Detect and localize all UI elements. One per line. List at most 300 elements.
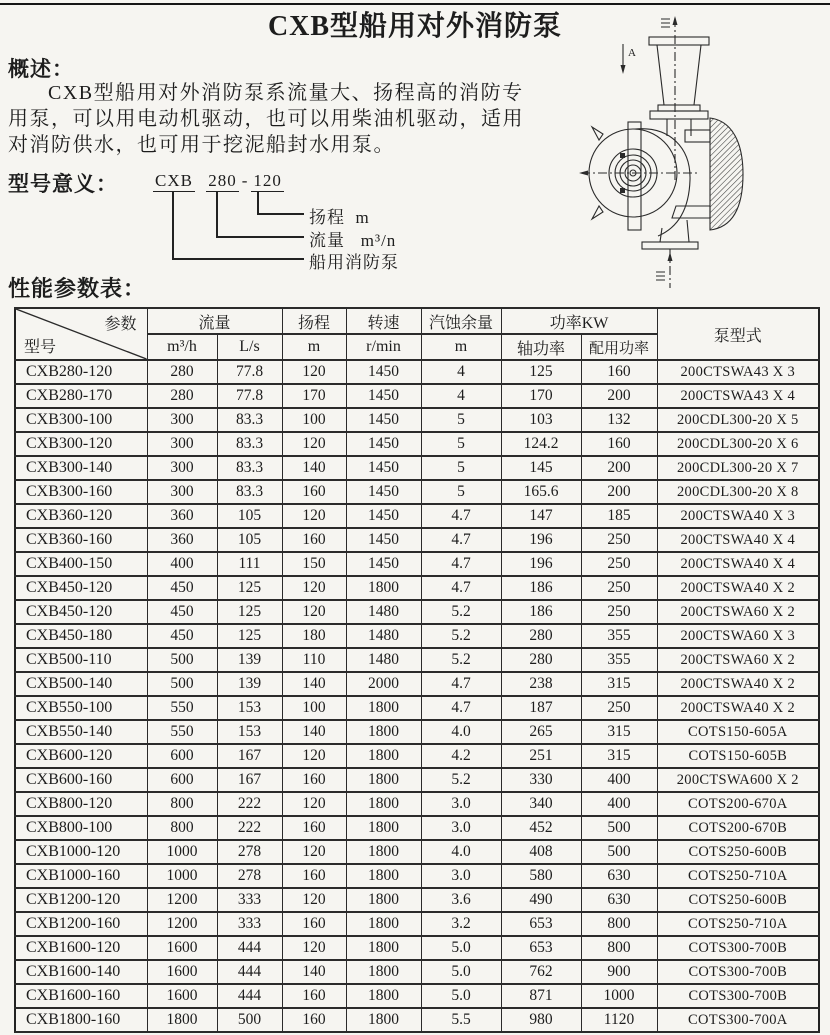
- npsh-cell: 5: [421, 480, 501, 504]
- pump-type-cell: COTS250-710A: [657, 912, 819, 936]
- rated-power-cell: 400: [581, 768, 657, 792]
- model-cell: CXB450-120: [15, 576, 147, 600]
- npsh-cell: 3.6: [421, 888, 501, 912]
- pump-type-cell: 200CDL300-20 X 8: [657, 480, 819, 504]
- flow-group-header: 流量: [147, 308, 282, 334]
- model-code: [153, 171, 284, 191]
- bracket-lower: [672, 206, 710, 218]
- speed-cell: 1800: [346, 864, 421, 888]
- speed-cell: 1450: [346, 456, 421, 480]
- shaft-power-cell: 340: [501, 792, 581, 816]
- flow-ls-cell: 139: [217, 648, 282, 672]
- model-cell: CXB300-120: [15, 432, 147, 456]
- volute-spiral: [635, 129, 690, 236]
- speed-cell: 1450: [346, 360, 421, 384]
- speed-cell: 1450: [346, 408, 421, 432]
- rated-power-cell: 250: [581, 600, 657, 624]
- npsh-cell: 5.2: [421, 600, 501, 624]
- model-cell: CXB1600-140: [15, 960, 147, 984]
- head-cell: 160: [282, 480, 346, 504]
- callout-line-pump-v: [172, 192, 174, 259]
- head-cell: 120: [282, 504, 346, 528]
- overview-heading: 概述：: [8, 57, 74, 81]
- pump-type-cell: COTS300-700B: [657, 984, 819, 1008]
- pump-type-cell: COTS250-710A: [657, 864, 819, 888]
- flow-m3h-cell: 280: [147, 384, 217, 408]
- flow-m3h-cell: 550: [147, 696, 217, 720]
- flow-m3h-cell: 1600: [147, 936, 217, 960]
- flow-m3h-cell: 1800: [147, 1008, 217, 1032]
- rated-power-cell: 200: [581, 456, 657, 480]
- head-cell: 160: [282, 912, 346, 936]
- pump-type-cell: COTS250-600B: [657, 840, 819, 864]
- shaft-power-cell: 196: [501, 552, 581, 576]
- callout-head-label: 扬程 m: [309, 208, 370, 227]
- shaft-power-cell: 170: [501, 384, 581, 408]
- model-code-prefix: CXB: [155, 171, 193, 190]
- speed-cell: 1480: [346, 600, 421, 624]
- performance-table: [14, 307, 820, 1033]
- table-row: [15, 696, 819, 720]
- pump-type-cell: 200CTSWA40 X 3: [657, 504, 819, 528]
- rated-power-cell: 315: [581, 720, 657, 744]
- flow-m3h-cell: 1600: [147, 984, 217, 1008]
- pump-type-cell: 200CTSWA40 X 2: [657, 576, 819, 600]
- flow-ls-cell: 444: [217, 936, 282, 960]
- npsh-cell: 5.0: [421, 984, 501, 1008]
- table-row: [15, 480, 819, 504]
- flow-m3h-cell: 360: [147, 504, 217, 528]
- flow-m3h-cell: 450: [147, 624, 217, 648]
- speed-cell: 1800: [346, 792, 421, 816]
- callout-line-flow-h: [216, 236, 304, 238]
- pump-type-cell: 200CTSWA40 X 2: [657, 696, 819, 720]
- head-cell: 160: [282, 864, 346, 888]
- rated-power-header: 配用功率: [581, 334, 657, 360]
- shaft-power-cell: 186: [501, 600, 581, 624]
- model-cell: CXB300-100: [15, 408, 147, 432]
- pump-type-header: 泵型式: [657, 308, 819, 360]
- flow-ls-cell: 500: [217, 1008, 282, 1032]
- pump-type-cell: COTS150-605B: [657, 744, 819, 768]
- flow-ls-cell: 83.3: [217, 456, 282, 480]
- shaft-power-cell: 251: [501, 744, 581, 768]
- npsh-cell: 5.2: [421, 648, 501, 672]
- rated-power-cell: 630: [581, 864, 657, 888]
- flow-ls-cell: 125: [217, 624, 282, 648]
- shaft-power-cell: 330: [501, 768, 581, 792]
- model-cell: CXB1800-160: [15, 1008, 147, 1032]
- pump-type-cell: 200CTSWA43 X 3: [657, 360, 819, 384]
- shaft-power-cell: 147: [501, 504, 581, 528]
- left-arrow: [579, 171, 588, 176]
- npsh-cell: 3.2: [421, 912, 501, 936]
- model-code-dash: -: [241, 171, 249, 190]
- model-cell: CXB300-140: [15, 456, 147, 480]
- flow-ls-cell: 77.8: [217, 360, 282, 384]
- npsh-cell: 5.0: [421, 936, 501, 960]
- table-row: [15, 744, 819, 768]
- flow-m3h-cell: 1000: [147, 840, 217, 864]
- pump-type-cell: 200CDL300-20 X 6: [657, 432, 819, 456]
- flow-ls-cell: 83.3: [217, 408, 282, 432]
- head-cell: 120: [282, 840, 346, 864]
- bottom-flange: [642, 242, 698, 249]
- head-header: 扬程: [282, 308, 346, 334]
- rated-power-cell: 355: [581, 648, 657, 672]
- flow-ls-cell: 278: [217, 864, 282, 888]
- lug-bottom: [592, 206, 603, 219]
- head-cell: 140: [282, 672, 346, 696]
- lug-top: [592, 127, 603, 140]
- speed-cell: 1800: [346, 888, 421, 912]
- pump-type-cell: COTS300-700B: [657, 936, 819, 960]
- shaft-power-cell: 280: [501, 624, 581, 648]
- flow-ls-cell: 278: [217, 840, 282, 864]
- head-cell: 140: [282, 960, 346, 984]
- discharge-cone: [657, 45, 701, 105]
- speed-cell: 1800: [346, 768, 421, 792]
- model-cell: CXB550-100: [15, 696, 147, 720]
- flow-m3h-cell: 500: [147, 672, 217, 696]
- table-body: [15, 360, 819, 1032]
- performance-heading: 性能参数表：: [8, 276, 147, 301]
- rated-power-cell: 500: [581, 840, 657, 864]
- flow-marker-top: [661, 19, 670, 27]
- table-row: [15, 672, 819, 696]
- head-cell: 160: [282, 1008, 346, 1032]
- model-code-space: [195, 171, 206, 190]
- callout-flow-label: 流量 m³/n: [309, 231, 397, 250]
- flow-ls-cell: 139: [217, 672, 282, 696]
- shaft-power-cell: 653: [501, 912, 581, 936]
- flow-ls-cell: 222: [217, 816, 282, 840]
- npsh-cell: 4.7: [421, 672, 501, 696]
- shaft-power-cell: 408: [501, 840, 581, 864]
- flow-m3h-cell: 1000: [147, 864, 217, 888]
- rated-power-cell: 200: [581, 384, 657, 408]
- flow-m3h-cell: 800: [147, 792, 217, 816]
- speed-cell: 1800: [346, 1008, 421, 1032]
- head-cell: 120: [282, 576, 346, 600]
- flow-ls-cell: 333: [217, 888, 282, 912]
- model-cell: CXB400-150: [15, 552, 147, 576]
- top-arrow: [673, 16, 678, 25]
- table-row: [15, 864, 819, 888]
- cone-mid-flange: [658, 105, 700, 111]
- rated-power-cell: 250: [581, 528, 657, 552]
- pump-type-cell: 200CTSWA43 X 4: [657, 384, 819, 408]
- speed-header: 转速: [346, 308, 421, 334]
- speed-cell: 1480: [346, 648, 421, 672]
- head-cell: 140: [282, 456, 346, 480]
- head-cell: 120: [282, 936, 346, 960]
- flow-ls-cell: 83.3: [217, 480, 282, 504]
- flow-m3h-header: m³/h: [147, 334, 217, 360]
- model-cell: CXB280-120: [15, 360, 147, 384]
- table-header: [15, 308, 819, 360]
- table-row: [15, 360, 819, 384]
- callout-line-pump-h: [172, 258, 304, 260]
- flow-m3h-cell: 550: [147, 720, 217, 744]
- head-cell: 120: [282, 792, 346, 816]
- flow-m3h-cell: 500: [147, 648, 217, 672]
- pump-type-cell: COTS150-605A: [657, 720, 819, 744]
- npsh-cell: 3.0: [421, 792, 501, 816]
- shaft-power-cell: 762: [501, 960, 581, 984]
- model-cell: CXB500-140: [15, 672, 147, 696]
- rated-power-cell: 500: [581, 816, 657, 840]
- npsh-cell: 3.0: [421, 816, 501, 840]
- flow-m3h-cell: 1200: [147, 912, 217, 936]
- npsh-cell: 4.7: [421, 576, 501, 600]
- npsh-cell: 4: [421, 360, 501, 384]
- speed-cell: 1450: [346, 432, 421, 456]
- rated-power-cell: 250: [581, 696, 657, 720]
- head-cell: 150: [282, 552, 346, 576]
- head-cell: 110: [282, 648, 346, 672]
- speed-cell: 1800: [346, 960, 421, 984]
- callout-pump-label: 船用消防泵: [309, 253, 399, 272]
- table-row: [15, 576, 819, 600]
- rated-power-cell: 400: [581, 792, 657, 816]
- pump-type-cell: 200CDL300-20 X 5: [657, 408, 819, 432]
- pump-type-cell: 200CTSWA600 X 2: [657, 768, 819, 792]
- flow-marker-bottom: [656, 272, 665, 280]
- flow-m3h-cell: 300: [147, 408, 217, 432]
- flow-m3h-cell: 1600: [147, 960, 217, 984]
- shaft-power-cell: 238: [501, 672, 581, 696]
- rated-power-cell: 315: [581, 672, 657, 696]
- model-cell: CXB600-160: [15, 768, 147, 792]
- rated-power-cell: 185: [581, 504, 657, 528]
- npsh-cell: 4.2: [421, 744, 501, 768]
- pump-type-cell: 200CTSWA60 X 2: [657, 600, 819, 624]
- pump-type-cell: COTS300-700A: [657, 1008, 819, 1032]
- model-code-flow: 280: [208, 171, 237, 190]
- model-cell: CXB500-110: [15, 648, 147, 672]
- shaft-power-cell: 980: [501, 1008, 581, 1032]
- speed-cell: 1800: [346, 840, 421, 864]
- table-row: [15, 408, 819, 432]
- head-cell: 120: [282, 744, 346, 768]
- flow-m3h-cell: 300: [147, 480, 217, 504]
- rated-power-cell: 630: [581, 888, 657, 912]
- npsh-cell: 4.7: [421, 552, 501, 576]
- cone-base-flange: [650, 111, 708, 119]
- model-cell: CXB360-160: [15, 528, 147, 552]
- flow-ls-cell: 153: [217, 696, 282, 720]
- bracket-upper: [685, 130, 710, 142]
- shaft-power-header: 轴功率: [501, 334, 581, 360]
- table-row: [15, 912, 819, 936]
- rated-power-cell: 250: [581, 552, 657, 576]
- flow-ls-cell: 167: [217, 744, 282, 768]
- flow-m3h-cell: 300: [147, 432, 217, 456]
- flow-ls-cell: 125: [217, 576, 282, 600]
- npsh-cell: 5.2: [421, 768, 501, 792]
- model-code-head: 120: [253, 171, 282, 190]
- callout-line-head-v: [257, 192, 259, 214]
- speed-cell: 1450: [346, 480, 421, 504]
- rated-power-cell: 160: [581, 432, 657, 456]
- rated-power-cell: 200: [581, 480, 657, 504]
- flow-ls-cell: 444: [217, 984, 282, 1008]
- model-meaning-heading: 型号意义：: [8, 172, 118, 196]
- flow-ls-cell: 111: [217, 552, 282, 576]
- table-row: [15, 648, 819, 672]
- table-row: [15, 384, 819, 408]
- speed-cell: 1800: [346, 936, 421, 960]
- pump-type-cell: 200CTSWA40 X 2: [657, 672, 819, 696]
- rated-power-cell: 355: [581, 624, 657, 648]
- corner-model-label: 型号: [24, 339, 57, 356]
- pump-drawing: [575, 8, 825, 300]
- pump-type-cell: COTS250-600B: [657, 888, 819, 912]
- flow-m3h-cell: 450: [147, 576, 217, 600]
- head-unit-header: m: [282, 334, 346, 360]
- shaft-power-cell: 871: [501, 984, 581, 1008]
- flow-m3h-cell: 1200: [147, 888, 217, 912]
- flow-ls-cell: 444: [217, 960, 282, 984]
- rated-power-cell: 132: [581, 408, 657, 432]
- bottom-arrow: [668, 252, 673, 261]
- flow-ls-cell: 105: [217, 528, 282, 552]
- model-cell: CXB1600-160: [15, 984, 147, 1008]
- flow-m3h-cell: 360: [147, 528, 217, 552]
- flow-ls-cell: 105: [217, 504, 282, 528]
- shaft-power-cell: 196: [501, 528, 581, 552]
- rated-power-cell: 250: [581, 576, 657, 600]
- shaft-power-cell: 280: [501, 648, 581, 672]
- shaft-power-cell: 124.2: [501, 432, 581, 456]
- model-cell: CXB1200-160: [15, 912, 147, 936]
- head-cell: 160: [282, 768, 346, 792]
- flow-m3h-cell: 400: [147, 552, 217, 576]
- rated-power-cell: 800: [581, 912, 657, 936]
- table-row: [15, 432, 819, 456]
- flow-ls-cell: 77.8: [217, 384, 282, 408]
- model-cell: CXB360-120: [15, 504, 147, 528]
- table-row: [15, 504, 819, 528]
- overview-line-3: 对消防供水，也可用于挖泥船封水用泵。: [8, 134, 395, 156]
- overview-line-1: CXB型船用对外消防泵系流量大、扬程高的消防专: [48, 82, 524, 104]
- table-row: [15, 456, 819, 480]
- shaft-power-cell: 452: [501, 816, 581, 840]
- top-flange: [649, 37, 709, 45]
- model-cell: CXB1000-160: [15, 864, 147, 888]
- pump-type-cell: COTS200-670A: [657, 792, 819, 816]
- pump-type-cell: 200CTSWA60 X 3: [657, 624, 819, 648]
- speed-cell: 2000: [346, 672, 421, 696]
- shaft-power-cell: 187: [501, 696, 581, 720]
- model-cell: CXB600-120: [15, 744, 147, 768]
- speed-cell: 1800: [346, 576, 421, 600]
- head-cell: 120: [282, 888, 346, 912]
- callout-line-head-h: [257, 213, 304, 215]
- npsh-unit-header: m: [421, 334, 501, 360]
- corner-param-label: 参数: [104, 316, 137, 333]
- table-row: [15, 816, 819, 840]
- shaft-power-cell: 490: [501, 888, 581, 912]
- rated-power-cell: 800: [581, 936, 657, 960]
- head-cell: 180: [282, 624, 346, 648]
- head-cell: 120: [282, 432, 346, 456]
- pump-type-cell: COTS200-670B: [657, 816, 819, 840]
- speed-cell: 1450: [346, 504, 421, 528]
- model-cell: CXB550-140: [15, 720, 147, 744]
- rated-power-cell: 315: [581, 744, 657, 768]
- model-cell: CXB450-120: [15, 600, 147, 624]
- model-cell: CXB280-170: [15, 384, 147, 408]
- shaft-power-cell: 265: [501, 720, 581, 744]
- flow-m3h-cell: 450: [147, 600, 217, 624]
- model-cell: CXB800-100: [15, 816, 147, 840]
- table-row: [15, 624, 819, 648]
- head-cell: 160: [282, 528, 346, 552]
- npsh-cell: 5: [421, 432, 501, 456]
- flow-ls-cell: 167: [217, 768, 282, 792]
- npsh-cell: 4.0: [421, 720, 501, 744]
- speed-cell: 1800: [346, 744, 421, 768]
- flow-m3h-cell: 300: [147, 456, 217, 480]
- callout-line-flow-v: [216, 192, 218, 237]
- speed-cell: 1480: [346, 624, 421, 648]
- npsh-cell: 3.0: [421, 864, 501, 888]
- pump-type-cell: 200CTSWA40 X 4: [657, 552, 819, 576]
- flow-m3h-cell: 600: [147, 744, 217, 768]
- pump-type-cell: COTS300-700B: [657, 960, 819, 984]
- rated-power-cell: 900: [581, 960, 657, 984]
- head-cell: 170: [282, 384, 346, 408]
- table-row: [15, 720, 819, 744]
- speed-unit-header: r/min: [346, 334, 421, 360]
- rated-power-cell: 1120: [581, 1008, 657, 1032]
- priming-chamber: [710, 118, 743, 230]
- section-label-a: A: [628, 47, 636, 59]
- speed-cell: 1800: [346, 696, 421, 720]
- flow-ls-cell: 333: [217, 912, 282, 936]
- model-cell: CXB800-120: [15, 792, 147, 816]
- pump-type-cell: 200CTSWA60 X 2: [657, 648, 819, 672]
- pump-type-cell: 200CTSWA40 X 4: [657, 528, 819, 552]
- npsh-header: 汽蚀余量: [421, 308, 501, 334]
- head-cell: 120: [282, 600, 346, 624]
- bolt-top: [620, 153, 625, 158]
- speed-cell: 1450: [346, 552, 421, 576]
- flow-ls-header: L/s: [217, 334, 282, 360]
- head-cell: 160: [282, 984, 346, 1008]
- shaft-power-cell: 125: [501, 360, 581, 384]
- npsh-cell: 4.7: [421, 528, 501, 552]
- flow-ls-cell: 125: [217, 600, 282, 624]
- flow-m3h-cell: 600: [147, 768, 217, 792]
- rated-power-cell: 160: [581, 360, 657, 384]
- flow-ls-cell: 222: [217, 792, 282, 816]
- table-row: [15, 528, 819, 552]
- speed-cell: 1450: [346, 528, 421, 552]
- flow-ls-cell: 153: [217, 720, 282, 744]
- overview-line-2: 用泵，可以用电动机驱动，也可以用柴油机驱动，适用: [8, 108, 524, 130]
- table-row: [15, 768, 819, 792]
- npsh-cell: 4.7: [421, 696, 501, 720]
- shaft-power-cell: 186: [501, 576, 581, 600]
- table-row: [15, 960, 819, 984]
- head-cell: 160: [282, 816, 346, 840]
- table-row: [15, 888, 819, 912]
- table-row: [15, 840, 819, 864]
- rated-power-cell: 1000: [581, 984, 657, 1008]
